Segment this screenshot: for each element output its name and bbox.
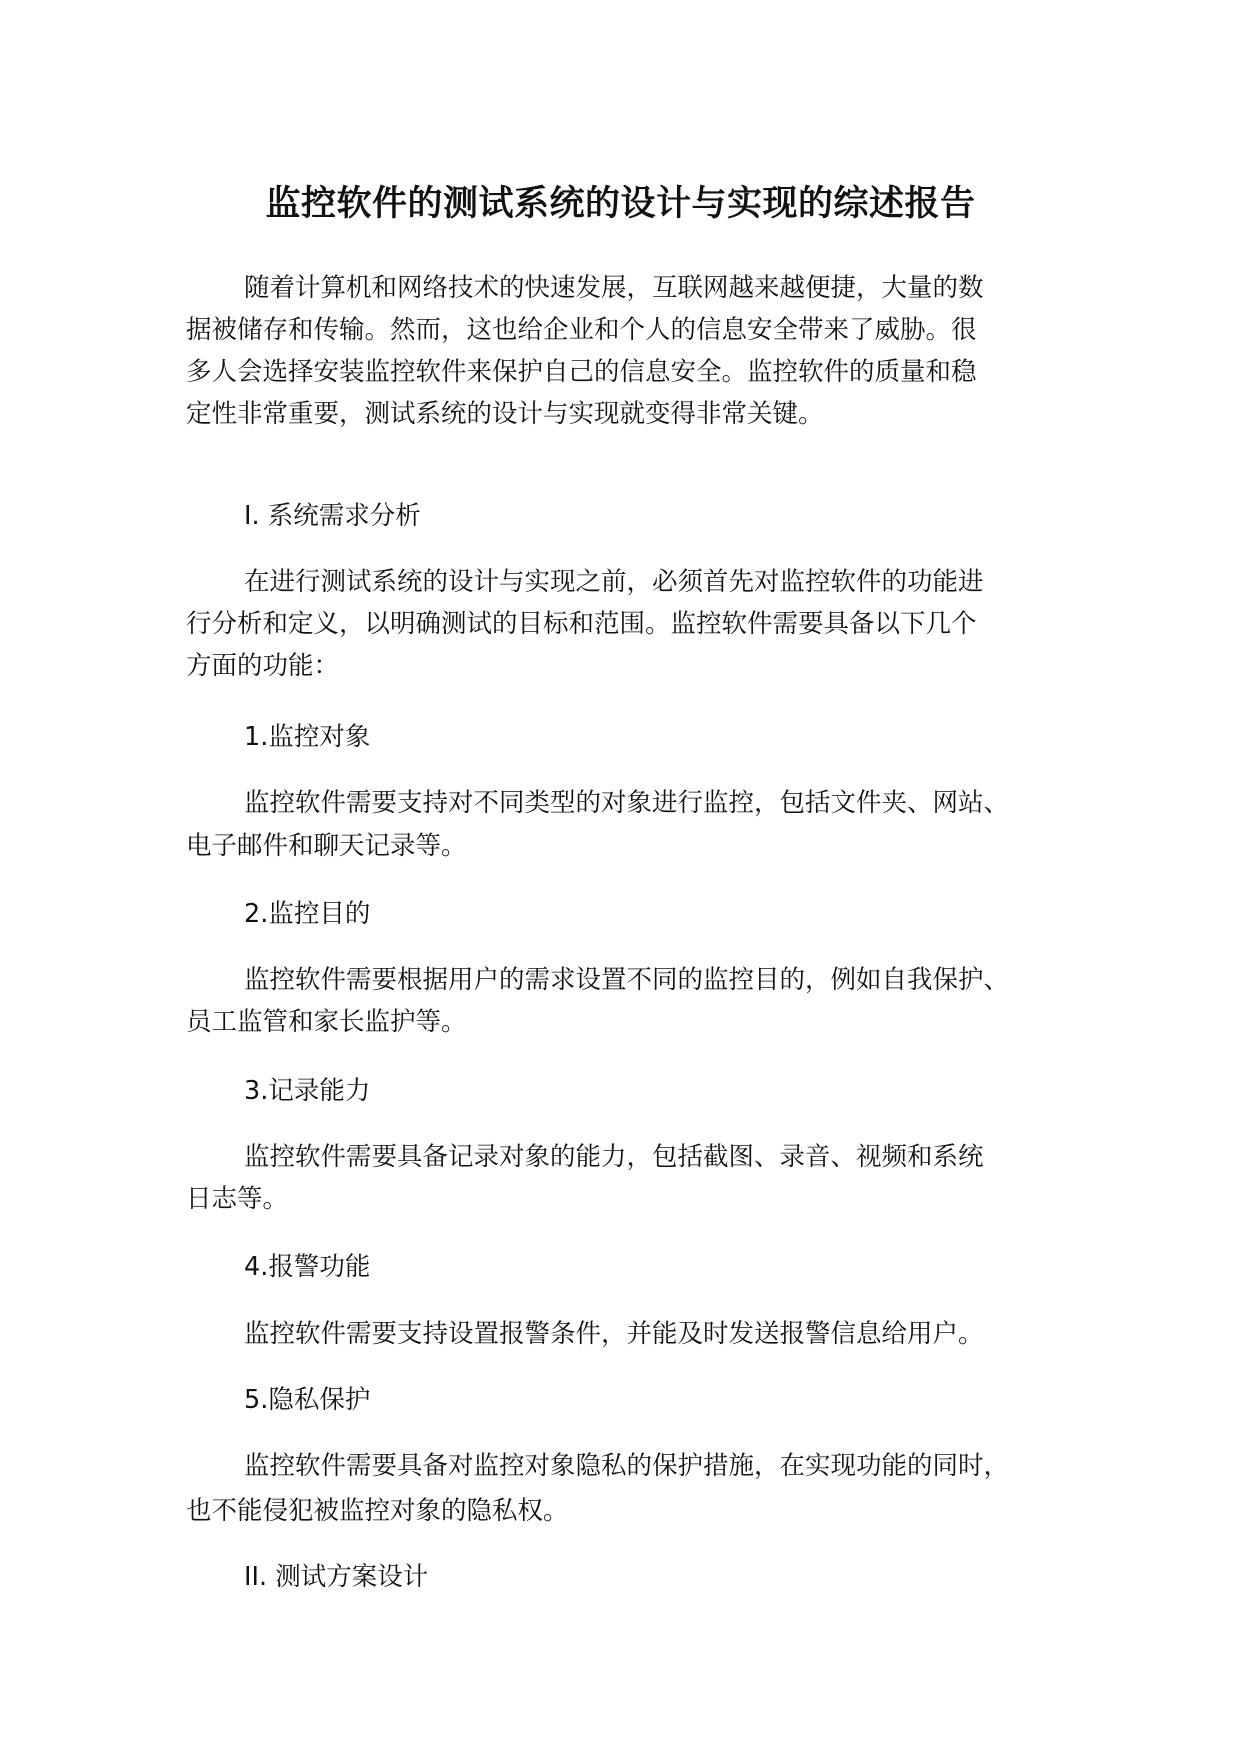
item-2-heading: 2.监控目的 [244,899,371,929]
item-3-text-line-1: 监控软件需要具备记录对象的能力，包括截图、录音、视频和系统 [244,1142,984,1172]
section-1-paragraph-line-1: 在进行测试系统的设计与实现之前，必须首先对监控软件的功能进 [244,567,984,597]
item-5-text-line-1: 监控软件需要具备对监控对象隐私的保护措施，在实现功能的同时， [244,1451,1010,1481]
document-title: 监控软件的测试系统的设计与实现的综述报告 [265,184,976,224]
item-5-heading: 5.隐私保护 [244,1385,371,1415]
item-1-text-line-1: 监控软件需要支持对不同类型的对象进行监控，包括文件夹、网站、 [244,788,1010,818]
intro-line-1: 随着计算机和网络技术的快速发展，互联网越来越便捷，大量的数 [244,273,984,303]
item-4-text-line-1: 监控软件需要支持设置报警条件，并能及时发送报警信息给用户。 [244,1319,984,1349]
item-3-heading: 3.记录能力 [244,1076,371,1106]
item-3-text-line-2: 日志等。 [186,1184,289,1214]
item-2-text-line-2: 员工监管和家长监护等。 [186,1007,467,1037]
intro-line-3: 多人会选择安装监控软件来保护自己的信息安全。监控软件的质量和稳 [186,357,977,387]
item-2-text-line-1: 监控软件需要根据用户的需求设置不同的监控目的，例如自我保护、 [244,965,1010,995]
item-1-text-line-2: 电子邮件和聊天记录等。 [186,831,467,861]
item-5-text-line-2: 也不能侵犯被监控对象的隐私权。 [186,1496,569,1526]
intro-line-2: 据被储存和传输。然而，这也给企业和个人的信息安全带来了威胁。很 [186,315,977,345]
section-1-heading: I. 系统需求分析 [244,501,421,531]
section-1-paragraph-line-2: 行分析和定义，以明确测试的目标和范围。监控软件需要具备以下几个 [186,609,977,639]
intro-line-4: 定性非常重要，测试系统的设计与实现就变得非常关键。 [186,399,824,429]
section-1-paragraph-line-3: 方面的功能： [186,651,340,681]
item-4-heading: 4.报警功能 [244,1252,371,1282]
section-2-heading: II. 测试方案设计 [244,1562,429,1592]
item-1-heading: 1.监控对象 [244,722,371,752]
